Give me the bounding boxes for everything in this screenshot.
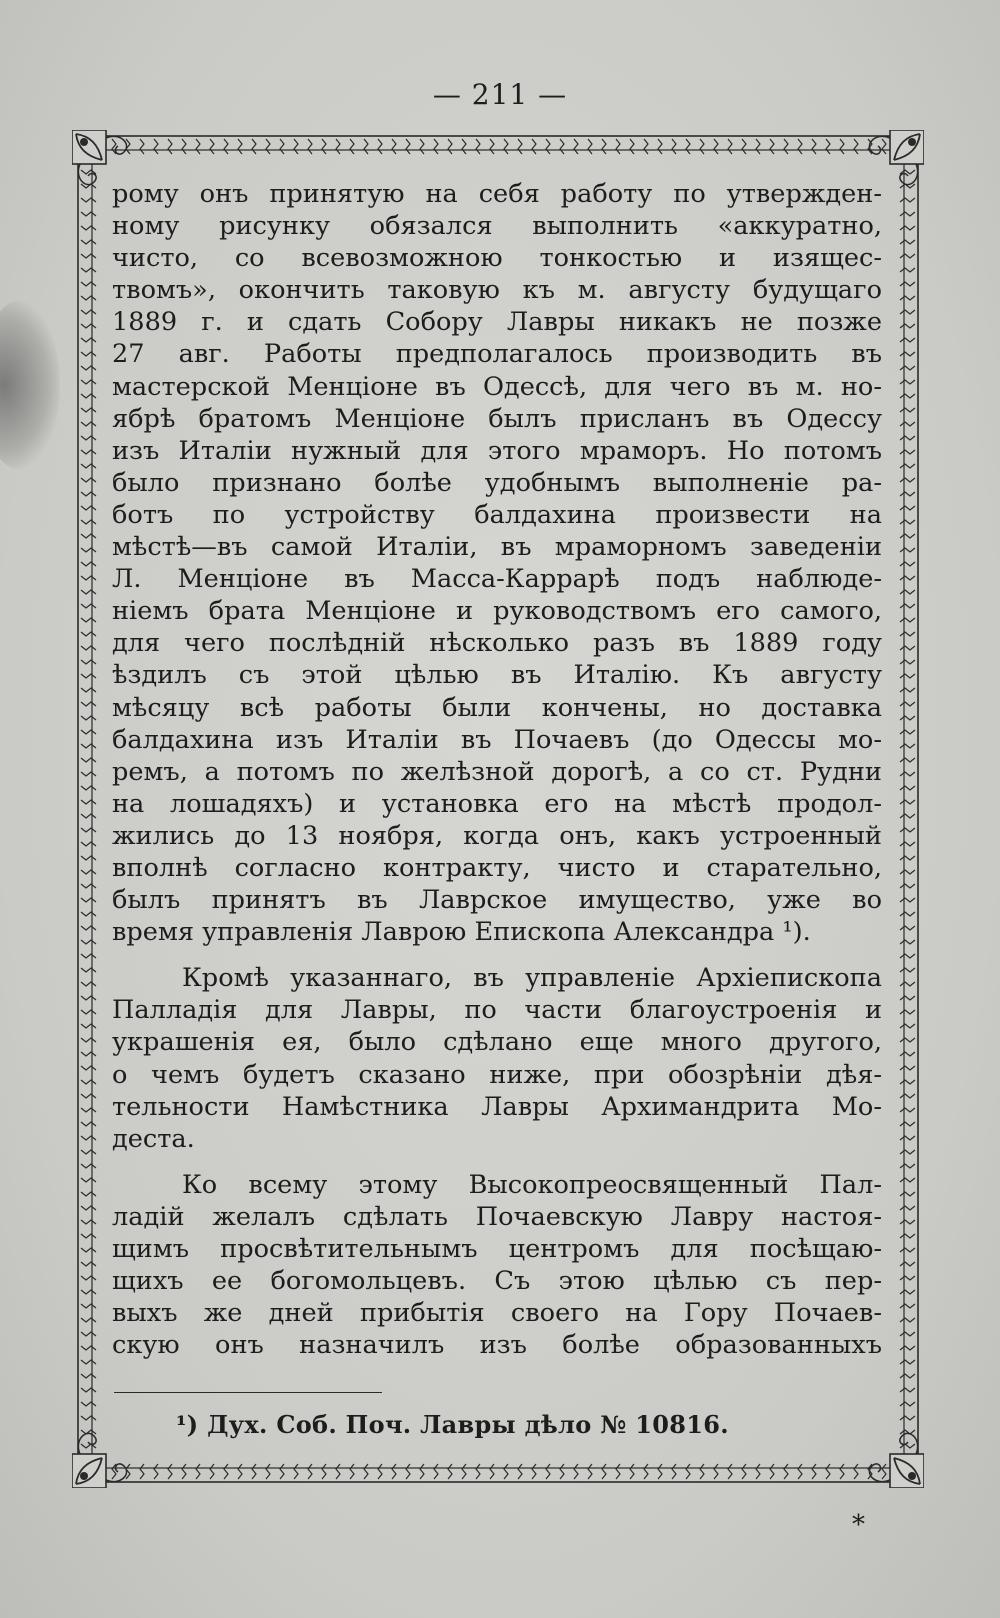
text-line: мѣстѣ—въ самой Италіи, въ мраморномъ заведеніи bbox=[112, 532, 882, 563]
body-text bbox=[112, 178, 882, 1361]
text-line: Палладія для Лавры, по части благоустроенія и bbox=[112, 995, 882, 1026]
text-line: ѣздилъ съ этой цѣлью въ Италію. Къ августу bbox=[112, 660, 882, 691]
text-line: мѣсяцу всѣ работы были кончены, но доставка bbox=[112, 692, 882, 723]
text-line: деста. bbox=[112, 1123, 195, 1154]
text-line: жились до 13 ноября, когда онъ, какъ устроенный bbox=[112, 820, 882, 851]
text-line: выхъ же дней прибытія своего на Гору Почаев- bbox=[112, 1298, 882, 1329]
text-line: украшенія ея, было сдѣлано еще много другого, bbox=[112, 1027, 882, 1058]
text-line: вполнѣ согласно контракту, чисто и старательно, bbox=[112, 852, 882, 883]
text-line: Кромѣ указаннаго, въ управленіе Архіепископа bbox=[182, 963, 882, 994]
page-smudge bbox=[0, 300, 60, 470]
text-line: ніемъ брата Менціоне и руководствомъ его самого, bbox=[112, 596, 882, 627]
text-line: ябрѣ братомъ Менціоне былъ присланъ въ Одессу bbox=[112, 403, 882, 434]
corner-flourish bbox=[869, 130, 924, 185]
text-line: мастерской Менціоне въ Одессѣ, для чего въ м. но- bbox=[112, 371, 882, 402]
corner-flourish bbox=[869, 1433, 924, 1488]
text-line: скую онъ назначилъ изъ болѣе образованныхъ bbox=[112, 1330, 882, 1361]
text-line: тельности Намѣстника Лавры Архимандрита Мо- bbox=[112, 1091, 882, 1122]
text-line: время управленія Лаврою Епископа Александра ¹). bbox=[112, 917, 811, 948]
text-line: было признано болѣе удобнымъ выполненіе ра- bbox=[112, 467, 882, 498]
text-line: балдахина изъ Италіи въ Почаевъ (до Одессы мо- bbox=[112, 724, 882, 755]
paragraph-gap bbox=[112, 1155, 882, 1169]
text-line: 27 авг. Работы предполагалось производить въ bbox=[112, 339, 882, 370]
text-line: щимъ просвѣтительнымъ центромъ для посѣщаю- bbox=[112, 1234, 882, 1264]
text-line: твомъ», окончить таковую къ м. августу будущаго bbox=[112, 275, 882, 306]
text-line: ботъ по устройству балдахина произвести на bbox=[112, 499, 882, 530]
footnote-separator bbox=[114, 1392, 382, 1393]
page-number: — 211 — bbox=[432, 78, 568, 111]
text-line: Л. Менціоне въ Масса-Каррарѣ подъ наблюде- bbox=[112, 564, 882, 595]
text-line: на лошадяхъ) и установка его на мѣстѣ продол- bbox=[112, 788, 882, 819]
text-line: ладій желалъ сдѣлать Почаевскую Лавру настоя- bbox=[112, 1201, 882, 1232]
corner-flourish bbox=[72, 1433, 127, 1488]
paragraph-gap bbox=[112, 948, 882, 962]
text-line: щихъ ее богомольцевъ. Съ этою цѣлью съ пер- bbox=[112, 1266, 882, 1297]
text-line: для чего послѣдній нѣсколько разъ въ 1889 году bbox=[112, 628, 882, 659]
text-line: Ко всему этому Высокопреосвященный Пал- bbox=[182, 1169, 882, 1200]
text-line: рому онъ принятую на себя работу по утвержден- bbox=[112, 179, 882, 209]
text-line: чисто, со всевозможною тонкостью и изящес- bbox=[112, 243, 882, 274]
text-line: изъ Италіи нужный для этого мраморъ. Но потомъ bbox=[112, 435, 882, 466]
text-line: ному рисунку обязался выполнить «аккуратно, bbox=[112, 211, 882, 242]
text-line: о чемъ будетъ сказано ниже, при обозрѣніи дѣя- bbox=[112, 1059, 882, 1090]
text-line: былъ принятъ въ Лаврское имущество, уже во bbox=[112, 885, 882, 916]
signature-mark: * bbox=[852, 1510, 865, 1540]
corner-flourish bbox=[72, 130, 127, 185]
text-line: 1889 г. и сдать Собору Лавры никакъ не позже bbox=[112, 307, 882, 338]
text-line: ремъ, а потомъ по желѣзной дорогѣ, а со ст. Рудни bbox=[112, 756, 882, 787]
footnote: ¹) Дух. Соб. Поч. Лавры дѣло № 10816. bbox=[176, 1410, 729, 1439]
